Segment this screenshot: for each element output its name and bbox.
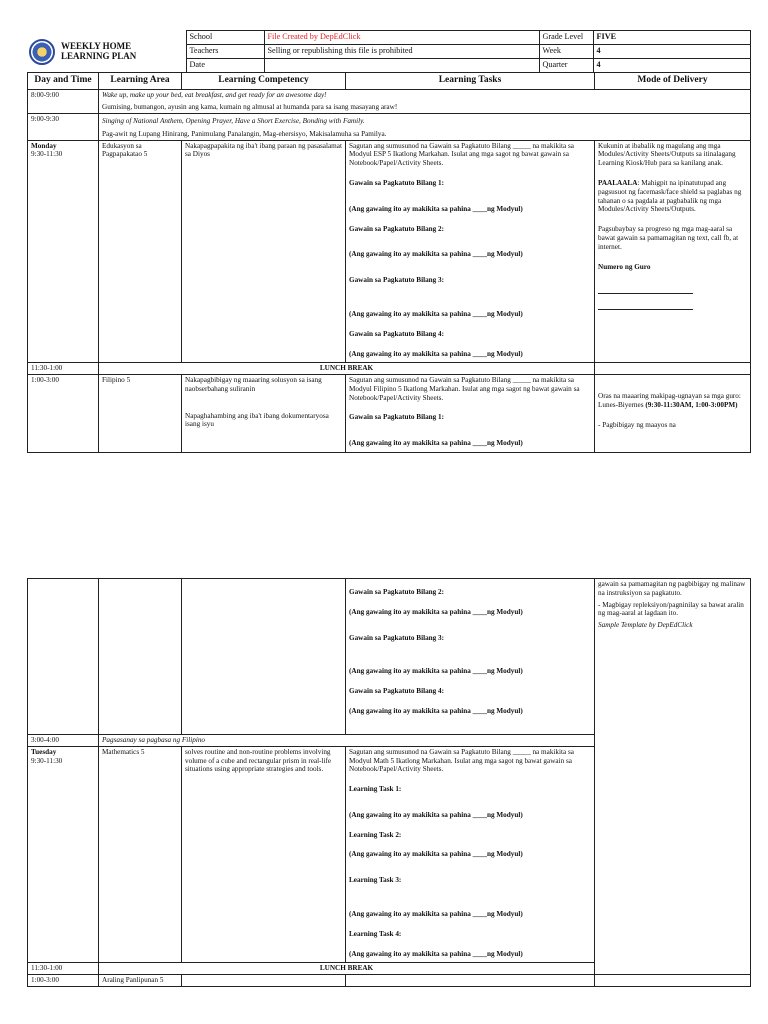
tasks-cell: Sagutan ang sumusunod na Gawain sa Pagkatuto Bilang _____ na makikita sa Modyul Math 5 Ikatlong Markahan. Isulat ang mga sagot ng bawat gawain sa Notebook/Papel/Activity Sheets. Learning Task 1: (Ang gawaing ito ay makikita sa pahina ____ng Modyul) Learning Task 2: (Ang gawaing ito ay makikita sa pahina ____ng Modyul) Learning Task 3: (Ang gawaing ito ay makikita sa pahina ____ng Modyul) Learning Task 4: (Ang gawaing ito ay makikita sa pahina ____ng Modyul) xyxy=(346,746,595,963)
time-cell: 1:00-3:00 xyxy=(28,975,99,987)
learning-area-cell: Araling Panlipunan 5 xyxy=(99,975,182,987)
time-cell: 1:00-3:00 xyxy=(28,375,99,453)
col-learning-tasks: Learning Tasks xyxy=(346,73,595,90)
empty-cell xyxy=(595,363,751,375)
routine-text: Singing of National Anthem, Opening Prayer, Have a Short Exercise, Bonding with Family. xyxy=(99,114,751,127)
teachers-label: Teachers xyxy=(186,45,264,59)
mode-cell xyxy=(595,975,751,987)
grade-value: FIVE xyxy=(593,31,750,45)
col-learning-competency: Learning Competency xyxy=(182,73,346,90)
plan-title-cell xyxy=(27,31,186,73)
routine-text: Pag-awit ng Lupang Hinirang, Panimulang Panalangin, Mag-ehersisyo, Makisalamuha sa Pamilya. xyxy=(99,127,751,140)
time-cell: 9:00-9:30 xyxy=(28,114,99,141)
col-mode-delivery: Mode of Delivery xyxy=(595,73,751,90)
grade-label: Grade Level xyxy=(539,31,593,45)
reading-practice: Pagsasanay sa pagbasa ng Filipino xyxy=(99,735,595,747)
deped-seal-icon xyxy=(29,39,55,65)
routine-text: Wake up, make up your bed, eat breakfast, and get ready for an awesome day! xyxy=(99,89,751,100)
day-time-cell: Tuesday 9:30-11:30 xyxy=(28,746,99,963)
day-time-cell: Monday 9:30-11:30 xyxy=(28,140,99,363)
tasks-cell: Gawain sa Pagkatuto Bilang 2: (Ang gawaing ito ay makikita sa pahina ____ng Modyul) Gawain sa Pagkatuto Bilang 3: (Ang gawaing ito ay makikita sa pahina ____ng Modyul) Gawain sa Pagkatuto Bilang 4: (Ang gawaing ito ay makikita sa pahina ____ng Modyul) xyxy=(346,579,595,735)
date-value xyxy=(264,59,539,73)
page-1 xyxy=(27,30,750,512)
learning-area-cell: Edukasyon sa Pagpapakatao 5 xyxy=(99,140,182,363)
col-day-time: Day and Time xyxy=(28,73,99,90)
mode-cell: Kukunin at ibabalik ng magulang ang mga Modules/Activity Sheets/Outputs sa itinalagang Learning Kiosk/Hub para sa kanilang anak. PAALAALA: Mahigpit na ipinatutupad ang pagsusuot ng facemask/face shield sa paglabas ng tahanan o sa pagdala at pagbabalik ng mga Modules/Activity Sheets/Outputs. Pagsubaybay sa progreso ng mga mag-aaral sa bawat gawain sa pamamagitan ng text, call fb, at internet. Numero ng Guro xyxy=(595,140,751,363)
competency-cell xyxy=(182,579,346,735)
week-label: Week xyxy=(539,45,593,59)
school-label: School xyxy=(186,31,264,45)
lunch-break: LUNCH BREAK xyxy=(99,963,595,975)
header-table xyxy=(27,30,751,73)
quarter-value: 4 xyxy=(593,59,750,73)
quarter-label: Quarter xyxy=(539,59,593,73)
day-time-cell xyxy=(28,579,99,735)
lunch-time: 11:30-1:00 xyxy=(28,363,99,375)
page-2 xyxy=(27,578,750,1024)
date-label: Date xyxy=(186,59,264,73)
plan-table xyxy=(27,72,751,453)
learning-area-cell: Mathematics 5 xyxy=(99,746,182,963)
learning-area-cell: Filipino 5 xyxy=(99,375,182,453)
time-cell: 8:00-9:00 xyxy=(28,89,99,114)
lunch-break: LUNCH BREAK xyxy=(99,363,595,375)
mode-cell: gawain sa pamamagitan ng pagbibigay ng malinaw na instruksiyon sa pagkatuto. - Magbigay repleksiyon/pagninilay sa bawat aralin ng mag-aaral at lagdaan ito. Sample Template by DepEdClick xyxy=(595,579,751,975)
plan-table-continued xyxy=(27,578,751,987)
competency-cell: Nakapagpapakita ng iba't ibang paraan ng pasasalamat sa Diyos xyxy=(182,140,346,363)
blank-line xyxy=(598,282,693,294)
teachers-value: Selling or republishing this file is prohibited xyxy=(264,45,539,59)
plan-title: WEEKLY HOME LEARNING PLAN xyxy=(61,40,137,61)
competency-cell xyxy=(182,975,346,987)
competency-cell: solves routine and non-routine problems involving volume of a cube and rectangular prism in real-life situations using appropriate strategies and tools. xyxy=(182,746,346,963)
tasks-cell: Sagutan ang sumusunod na Gawain sa Pagkatuto Bilang _____ na makikita sa Modyul Filipino 5 Ikatlong Markahan. Isulat ang mga sagot ng bawat gawain sa Notebook/Papel/Activity Sheets. Gawain sa Pagkatuto Bilang 1: (Ang gawaing ito ay makikita sa pahina ____ng Modyul) xyxy=(346,375,595,453)
col-learning-area: Learning Area xyxy=(99,73,182,90)
tasks-cell xyxy=(346,975,595,987)
mode-cell: Oras na maaaring makipag-ugnayan sa mga guro: Lunes-Biyernes (9:30-11:30AM, 1:00-3:00PM) - Pagbibigay ng maayos na xyxy=(595,375,751,453)
blank-line xyxy=(598,298,693,310)
competency-cell: Nakapagbibigay ng maaaring solusyon sa isang naobserbahang suliranin Napaghahambing ang iba't ibang dokumentaryosa isang isyu xyxy=(182,375,346,453)
school-value: File Created by DepEdClick xyxy=(264,31,539,45)
week-value: 4 xyxy=(593,45,750,59)
time-cell: 3:00-4:00 xyxy=(28,735,99,747)
routine-text: Gumising, bumangon, ayusin ang kama, kumain ng almusal at humanda para sa isang masayang araw! xyxy=(99,100,751,113)
tasks-cell: Sagutan ang sumusunod na Gawain sa Pagkatuto Bilang _____ na makikita sa Modyul ESP 5 Ikatlong Markahan. Isulat ang mga sagot ng bawat gawain sa Notebook/Papel/Activity Sheets. Gawain sa Pagkatuto Bilang 1: (Ang gawaing ito ay makikita sa pahina ____ng Modyul) Gawain sa Pagkatuto Bilang 2: (Ang gawaing ito ay makikita sa pahina ____ng Modyul) Gawain sa Pagkatuto Bilang 3: (Ang gawaing ito ay makikita sa pahina ____ng Modyul) Gawain sa Pagkatuto Bilang 4: (Ang gawaing ito ay makikita sa pahina ____ng Modyul) xyxy=(346,140,595,363)
lunch-time: 11:30-1:00 xyxy=(28,963,99,975)
learning-area-cell xyxy=(99,579,182,735)
